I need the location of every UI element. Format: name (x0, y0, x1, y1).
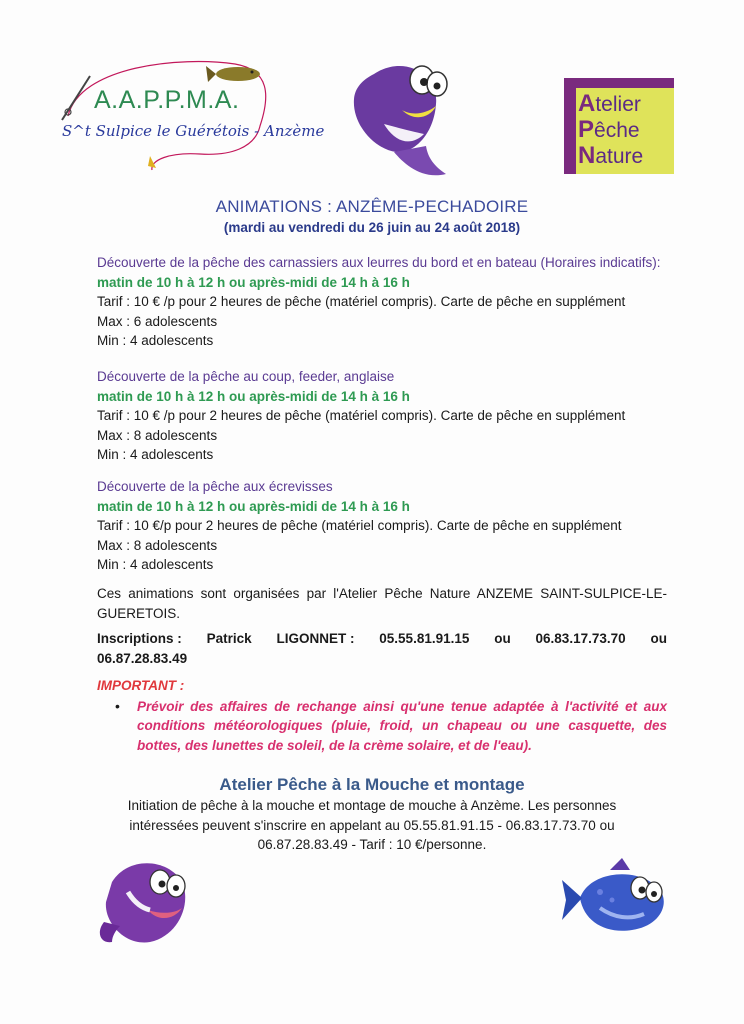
purple-fish-icon (344, 54, 460, 184)
phone-3: 06.87.28.83.49 (97, 650, 188, 666)
inscriptions (97, 629, 667, 668)
phone-2: 06.83.17.73.70 (535, 631, 626, 646)
section-title: Découverte de la pêche aux écrevisses (97, 479, 333, 494)
organisation-text: Ces animations sont organisées par l'Atelier Pêche Nature ANZEME SAINT-SULPICE-LE-GUERETOIS. (97, 586, 667, 621)
section-tarif: Tarif : 10 € /p pour 2 heures de pêche (matériel compris). Carte de pêche en supplément (97, 408, 626, 423)
cartoon-fish-bottom-right (560, 856, 676, 942)
aappma-location: S^t Sulpice le Guérétois - Anzème (62, 122, 325, 140)
contact-first-name: Patrick (206, 631, 252, 646)
aappma-name: A.A.P.P.M.A. (94, 86, 240, 114)
pike-fish-icon (206, 66, 260, 82)
apn-line-2: Pêche (578, 116, 640, 143)
blue-fish-icon (560, 856, 676, 942)
mouche-text: Initiation de pêche à la mouche et montage de mouche à Anzème. Les personnes intéressées peuvent s'inscrire en appelant au 05.55.81.91.15 - 06.83.17.73.70 ou 06.87.28.83.49 - Tarif : 10 €/personne. (127, 798, 617, 852)
section-time: matin de 10 h à 12 h ou après-midi de 14 h à 16 h (97, 274, 410, 290)
section-coup-feeder (97, 367, 667, 465)
inscriptions-label: Inscriptions : (97, 631, 182, 646)
cartoon-fish-top (344, 54, 460, 184)
section-tarif: Tarif : 10 € /p pour 2 heures de pêche (matériel compris). Carte de pêche en supplément (97, 294, 626, 309)
aappma-logo (60, 56, 325, 172)
apn-line-1: Atelier (578, 90, 641, 117)
important-notice (97, 676, 667, 755)
phone-1: 05.55.81.91.15 (379, 631, 470, 646)
section-max: Max : 8 adolescents (97, 427, 218, 443)
subtitle: (mardi au vendredi du 26 juin au 24 août 2018) (223, 220, 521, 235)
section-max: Max : 8 adolescents (97, 537, 218, 553)
section-max: Max : 6 adolescents (97, 313, 218, 329)
or-2: ou (650, 631, 667, 646)
contact-last-name: LIGONNET : (276, 631, 355, 646)
section-time: matin de 10 h à 12 h ou après-midi de 14 h à 16 h (97, 498, 410, 514)
or-1: ou (494, 631, 511, 646)
section-min: Min : 4 adolescents (97, 333, 214, 348)
important-label: IMPORTANT : (97, 678, 185, 693)
mouche-title: Atelier Pêche à la Mouche et montage (219, 775, 525, 794)
section-ecrevisses (97, 477, 667, 575)
section-tarif: Tarif : 10 €/p pour 2 heures de pêche (matériel compris). Carte de pêche en supplément (97, 518, 622, 533)
bullet-icon: • (115, 697, 120, 714)
atelier-peche-nature-logo (564, 78, 674, 174)
cartoon-fish-bottom-left (98, 852, 198, 948)
section-carnassiers (97, 253, 667, 351)
section-min: Min : 4 adolescents (97, 557, 214, 572)
section-min: Min : 4 adolescents (97, 447, 214, 462)
section-time: matin de 10 h à 12 h ou après-midi de 14 h à 16 h (97, 388, 410, 404)
important-text: Prévoir des affaires de rechange ainsi qu'une tenue adaptée à l'activité et aux conditions météorologiques (pluie, froid, un chapeau ou une casquette, des bottes, des lunettes de soleil, de la crème solaire, et de l'eau). (137, 698, 667, 753)
section-title: Découverte de la pêche au coup, feeder, anglaise (97, 369, 395, 384)
section-title: Découverte de la pêche des carnassiers aux leurres du bord et en bateau (Horaires indicatifs): (97, 255, 661, 270)
apn-line-3: Nature (578, 142, 644, 169)
main-title: ANIMATIONS : ANZÊME-PECHADOIRE (215, 197, 529, 216)
purple-fish-icon (98, 852, 198, 948)
